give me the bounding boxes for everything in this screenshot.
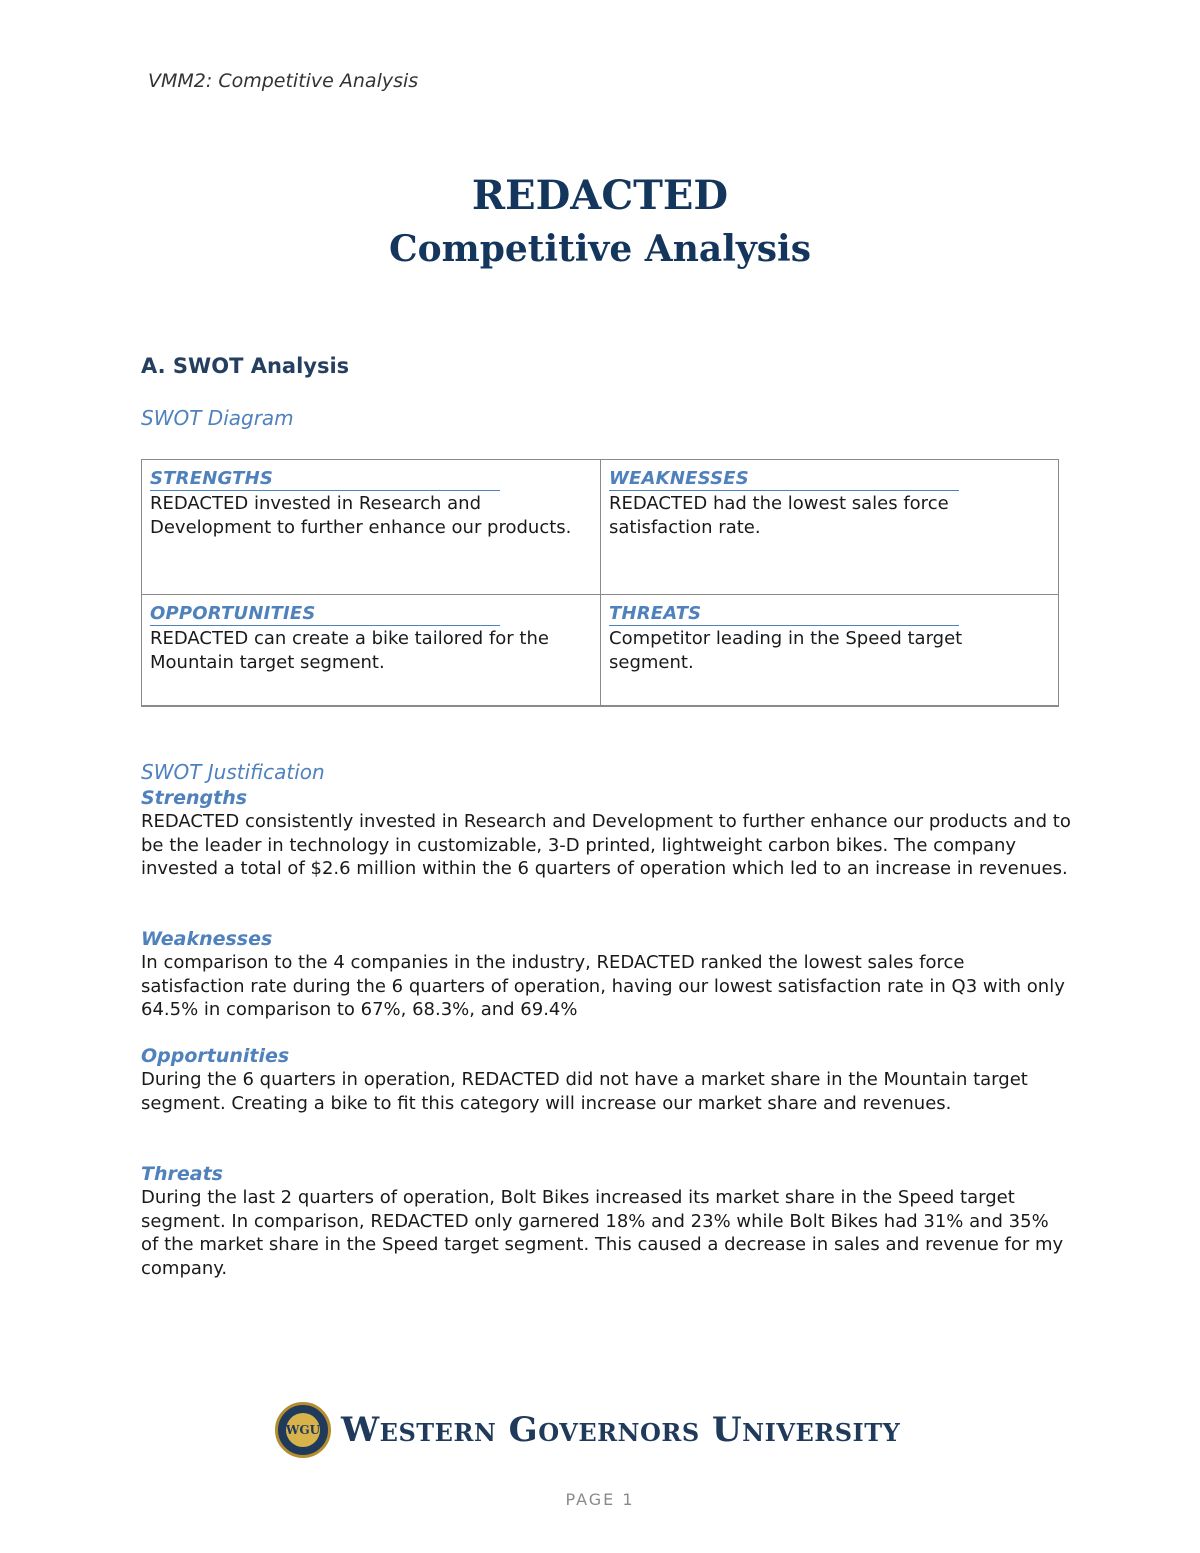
section-heading-swot: A. SWOT Analysis [141, 354, 350, 378]
swot-strengths-text: REDACTED invested in Research and Development to further enhance our products. [150, 493, 572, 538]
justification-strengths-text: REDACTED consistently invested in Research and Development to further enhance our products and to be the leader in technology in customizable, 3-D printed, lightweight carbon bikes. The company invested a total of $2.6 million within the 6 quarters of operation which led to an increase in revenues. [141, 811, 1071, 879]
justification-opportunities-label: Opportunities [141, 1045, 290, 1067]
justification-weaknesses-label: Weaknesses [141, 928, 273, 950]
running-header: VMM2: Competitive Analysis [148, 70, 419, 92]
swot-threats-text: Competitor leading in the Speed target segment. [609, 628, 963, 673]
justification-strengths [141, 786, 1071, 881]
swot-opportunities-label: OPPORTUNITIES [150, 603, 500, 626]
justification-threats-label: Threats [141, 1163, 223, 1185]
swot-threats-label: THREATS [609, 603, 959, 626]
swot-threats-cell [601, 595, 1058, 706]
university-seal-icon [275, 1402, 331, 1458]
swot-weaknesses-cell [601, 460, 1058, 595]
swot-strengths-cell [142, 460, 601, 595]
justification-strengths-label: Strengths [141, 787, 248, 809]
swot-weaknesses-label: WEAKNESSES [609, 468, 959, 491]
justification-threats [141, 1162, 1071, 1280]
university-wordmark: Western Governors University [341, 1410, 901, 1450]
justification-opportunities-text: During the 6 quarters in operation, REDACTED did not have a market share in the Mountain target segment. Creating a bike to fit this category will increase our market share and revenues. [141, 1069, 1028, 1114]
justification-weaknesses-text: In comparison to the 4 companies in the industry, REDACTED ranked the lowest sales force satisfaction rate during the 6 quarters of operation, having our lowest satisfaction rate in Q3 with only 64.5% in comparison to 67%, 68.3%, and 69.4% [141, 952, 1065, 1020]
swot-opportunities-text: REDACTED can create a bike tailored for the Mountain target segment. [150, 628, 549, 673]
swot-weaknesses-text: REDACTED had the lowest sales force satisfaction rate. [609, 493, 949, 538]
swot-justification-label: SWOT Justification [141, 760, 325, 784]
swot-diagram [141, 459, 1059, 707]
swot-opportunities-cell [142, 595, 601, 706]
justification-weaknesses [141, 927, 1071, 1022]
document-subtitle: Competitive Analysis [388, 228, 812, 270]
justification-opportunities [141, 1044, 1071, 1115]
swot-strengths-label: STRENGTHS [150, 468, 500, 491]
swot-diagram-label: SWOT Diagram [141, 406, 294, 430]
seal-monogram: WGU [286, 1413, 320, 1447]
justification-threats-text: During the last 2 quarters of operation, Bolt Bikes increased its market share in the Speed target segment. In comparison, REDACTED only garnered 18% and 23% while Bolt Bikes had 31% and 35% of the market share in the Speed target segment. This caused a decrease in sales and revenue for my company. [141, 1187, 1064, 1279]
university-logo [275, 1400, 900, 1460]
document-title: REDACTED [471, 172, 729, 219]
page-number: PAGE 1 [565, 1490, 635, 1509]
